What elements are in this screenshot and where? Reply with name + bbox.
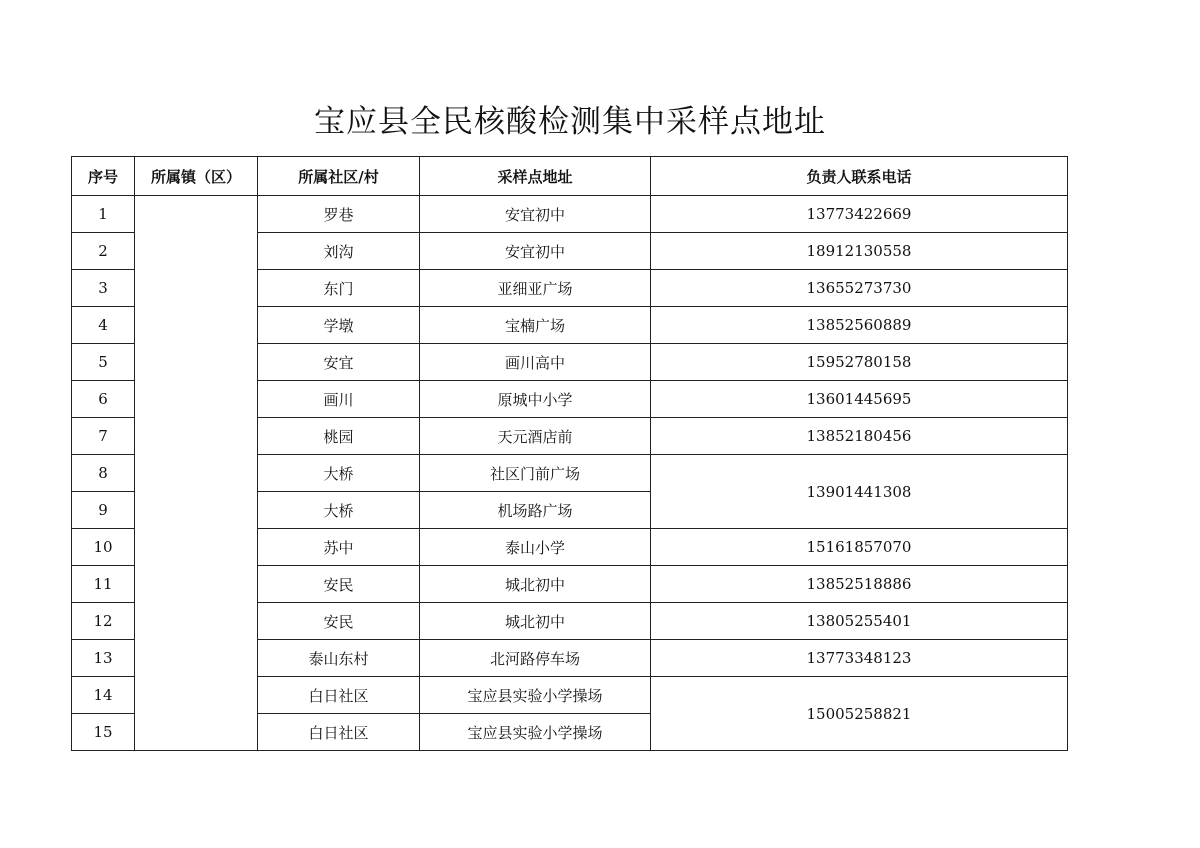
row-address: 社区门前广场	[420, 455, 651, 492]
row-index: 13	[72, 640, 135, 677]
row-community: 大桥	[258, 492, 420, 529]
row-address: 亚细亚广场	[420, 270, 651, 307]
row-address: 安宜初中	[420, 196, 651, 233]
row-phone: 13852560889	[651, 307, 1068, 344]
row-community: 罗巷	[258, 196, 420, 233]
header-community: 所属社区/村	[258, 157, 420, 196]
row-community: 安宜	[258, 344, 420, 381]
row-community: 东门	[258, 270, 420, 307]
header-phone: 负责人联系电话	[651, 157, 1068, 196]
row-community: 画川	[258, 381, 420, 418]
row-address: 机场路广场	[420, 492, 651, 529]
row-index: 14	[72, 677, 135, 714]
row-index: 8	[72, 455, 135, 492]
row-index: 4	[72, 307, 135, 344]
row-community: 白日社区	[258, 714, 420, 751]
row-index: 15	[72, 714, 135, 751]
row-address: 天元酒店前	[420, 418, 651, 455]
town-cell	[135, 196, 258, 751]
row-index: 10	[72, 529, 135, 566]
row-community: 苏中	[258, 529, 420, 566]
row-community: 学墩	[258, 307, 420, 344]
row-community: 大桥	[258, 455, 420, 492]
row-index: 3	[72, 270, 135, 307]
row-address: 城北初中	[420, 603, 651, 640]
row-phone: 15005258821	[651, 677, 1068, 751]
row-phone: 13852518886	[651, 566, 1068, 603]
row-phone: 18912130558	[651, 233, 1068, 270]
row-index: 6	[72, 381, 135, 418]
row-index: 1	[72, 196, 135, 233]
row-index: 5	[72, 344, 135, 381]
row-phone: 15952780158	[651, 344, 1068, 381]
row-phone: 13773348123	[651, 640, 1068, 677]
table-row	[72, 196, 1068, 233]
row-community: 泰山东村	[258, 640, 420, 677]
row-community: 安民	[258, 566, 420, 603]
row-address: 宝应县实验小学操场	[420, 677, 651, 714]
header-address: 采样点地址	[420, 157, 651, 196]
table-header-row	[72, 157, 1068, 196]
row-address: 宝应县实验小学操场	[420, 714, 651, 751]
row-community: 白日社区	[258, 677, 420, 714]
row-phone: 13852180456	[651, 418, 1068, 455]
row-community: 安民	[258, 603, 420, 640]
row-index: 9	[72, 492, 135, 529]
header-index: 序号	[72, 157, 135, 196]
page-title: 宝应县全民核酸检测集中采样点地址	[314, 104, 826, 140]
row-address: 宝楠广场	[420, 307, 651, 344]
row-phone: 13901441308	[651, 455, 1068, 529]
row-community: 刘沟	[258, 233, 420, 270]
row-index: 7	[72, 418, 135, 455]
row-phone: 13805255401	[651, 603, 1068, 640]
row-address: 安宜初中	[420, 233, 651, 270]
row-address: 泰山小学	[420, 529, 651, 566]
row-community: 桃园	[258, 418, 420, 455]
row-address: 北河路停车场	[420, 640, 651, 677]
row-phone: 13773422669	[651, 196, 1068, 233]
row-phone: 15161857070	[651, 529, 1068, 566]
row-address: 原城中小学	[420, 381, 651, 418]
header-town: 所属镇（区）	[135, 157, 258, 196]
row-index: 11	[72, 566, 135, 603]
row-index: 2	[72, 233, 135, 270]
row-index: 12	[72, 603, 135, 640]
row-address: 画川高中	[420, 344, 651, 381]
row-address: 城北初中	[420, 566, 651, 603]
sampling-sites-table	[71, 156, 1068, 751]
row-phone: 13655273730	[651, 270, 1068, 307]
row-phone: 13601445695	[651, 381, 1068, 418]
